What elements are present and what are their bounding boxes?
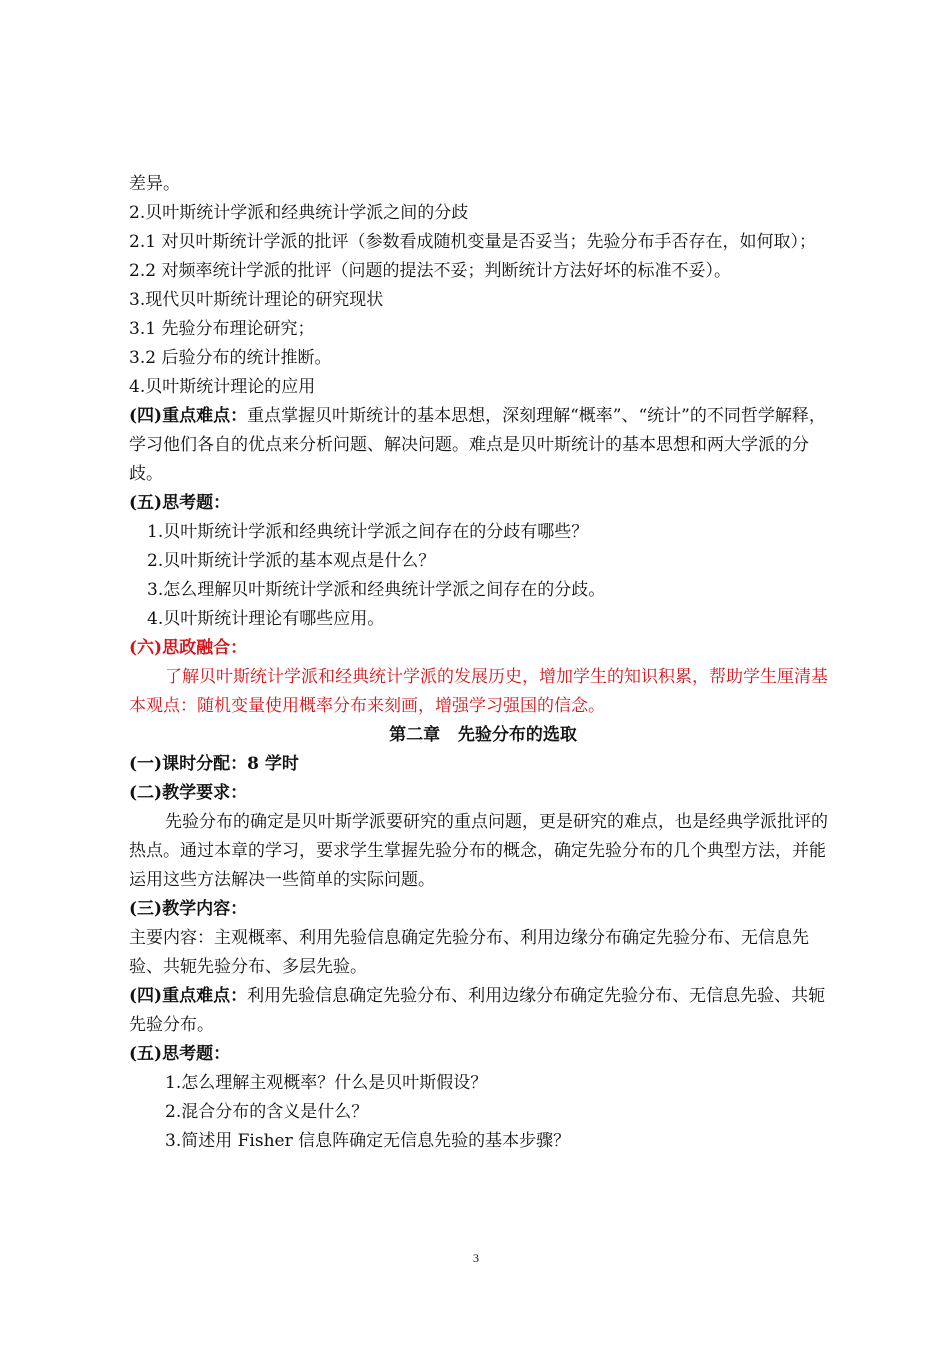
body-line: 4.贝叶斯统计理论的应用	[129, 377, 316, 397]
section-heading: (五)思考题：	[129, 493, 231, 513]
ideology-text: 了解贝叶斯统计学派和经典统计学派的发展历史，增加学生的知识积累，帮助学生厘清基本观点：随机变量使用概率分布来刻画，增强学习强国的信念。	[129, 667, 828, 716]
section-heading: (四)重点难点：	[129, 986, 248, 1006]
section-heading: (一)课时分配：8 学时	[129, 754, 299, 774]
body-line: 差异。	[129, 174, 180, 194]
page-number: 3	[473, 1251, 479, 1265]
body-line: 3.2 后验分布的统计推断。	[129, 348, 332, 368]
section-text: 主要内容：主观概率、利用先验信息确定先验分布、利用边缘分布确定先验分布、无信息先验、共轭先验分布、多层先验。	[129, 928, 809, 977]
section-heading: (二)教学要求：	[129, 783, 248, 803]
body-line: 2.贝叶斯统计学派和经典统计学派之间的分歧	[129, 203, 469, 223]
question-item: 3.怎么理解贝叶斯统计学派和经典统计学派之间存在的分歧。	[147, 580, 606, 600]
question-item: 4.贝叶斯统计理论有哪些应用。	[147, 609, 385, 629]
question-item: 2.贝叶斯统计学派的基本观点是什么？	[147, 551, 436, 571]
question-item: 1.怎么理解主观概率？什么是贝叶斯假设？	[165, 1073, 488, 1093]
body-line: 3.现代贝叶斯统计理论的研究现状	[129, 290, 384, 310]
body-line: 3.1 先验分布理论研究；	[129, 319, 315, 339]
question-item: 3.简述用 Fisher 信息阵确定无信息先验的基本步骤？	[165, 1131, 571, 1151]
ideology-heading: (六)思政融合：	[129, 638, 248, 658]
ch2-difficulty-paragraph	[129, 982, 837, 1040]
question-item: 2.混合分布的含义是什么？	[165, 1102, 369, 1122]
section-heading: (五)思考题：	[129, 1044, 231, 1064]
body-line: 2.2 对频率统计学派的批评（问题的提法不妥；判断统计方法好坏的标准不妥）。	[129, 261, 731, 281]
page-content	[129, 170, 837, 1156]
section-heading: (三)教学内容：	[129, 899, 248, 919]
ch1-difficulty-paragraph	[129, 402, 837, 489]
section-text: 先验分布的确定是贝叶斯学派要研究的重点问题，更是研究的难点，也是经典学派批评的热点。通过本章的学习，要求学生掌握先验分布的概念，确定先验分布的几个典型方法，并能运用这些方法解决一些简单的实际问题。	[129, 812, 828, 890]
section-heading: (四)重点难点：	[129, 406, 248, 426]
body-line: 2.1 对贝叶斯统计学派的批评（参数看成随机变量是否妥当；先验分布手否存在，如何取）；	[129, 232, 816, 252]
section-text: 重点掌握贝叶斯统计的基本思想，深刻理解“概率”、“统计”的不同哲学解释，学习他们各自的优点来分析问题、解决问题。难点是贝叶斯统计的基本思想和两大学派的分歧。	[129, 406, 826, 484]
chapter-title: 第二章 先验分布的选取	[389, 725, 577, 745]
section-text: 利用先验信息确定先验分布、利用边缘分布确定先验分布、无信息先验、共轭先验分布。	[129, 986, 826, 1035]
question-item: 1.贝叶斯统计学派和经典统计学派之间存在的分歧有哪些？	[147, 522, 589, 542]
